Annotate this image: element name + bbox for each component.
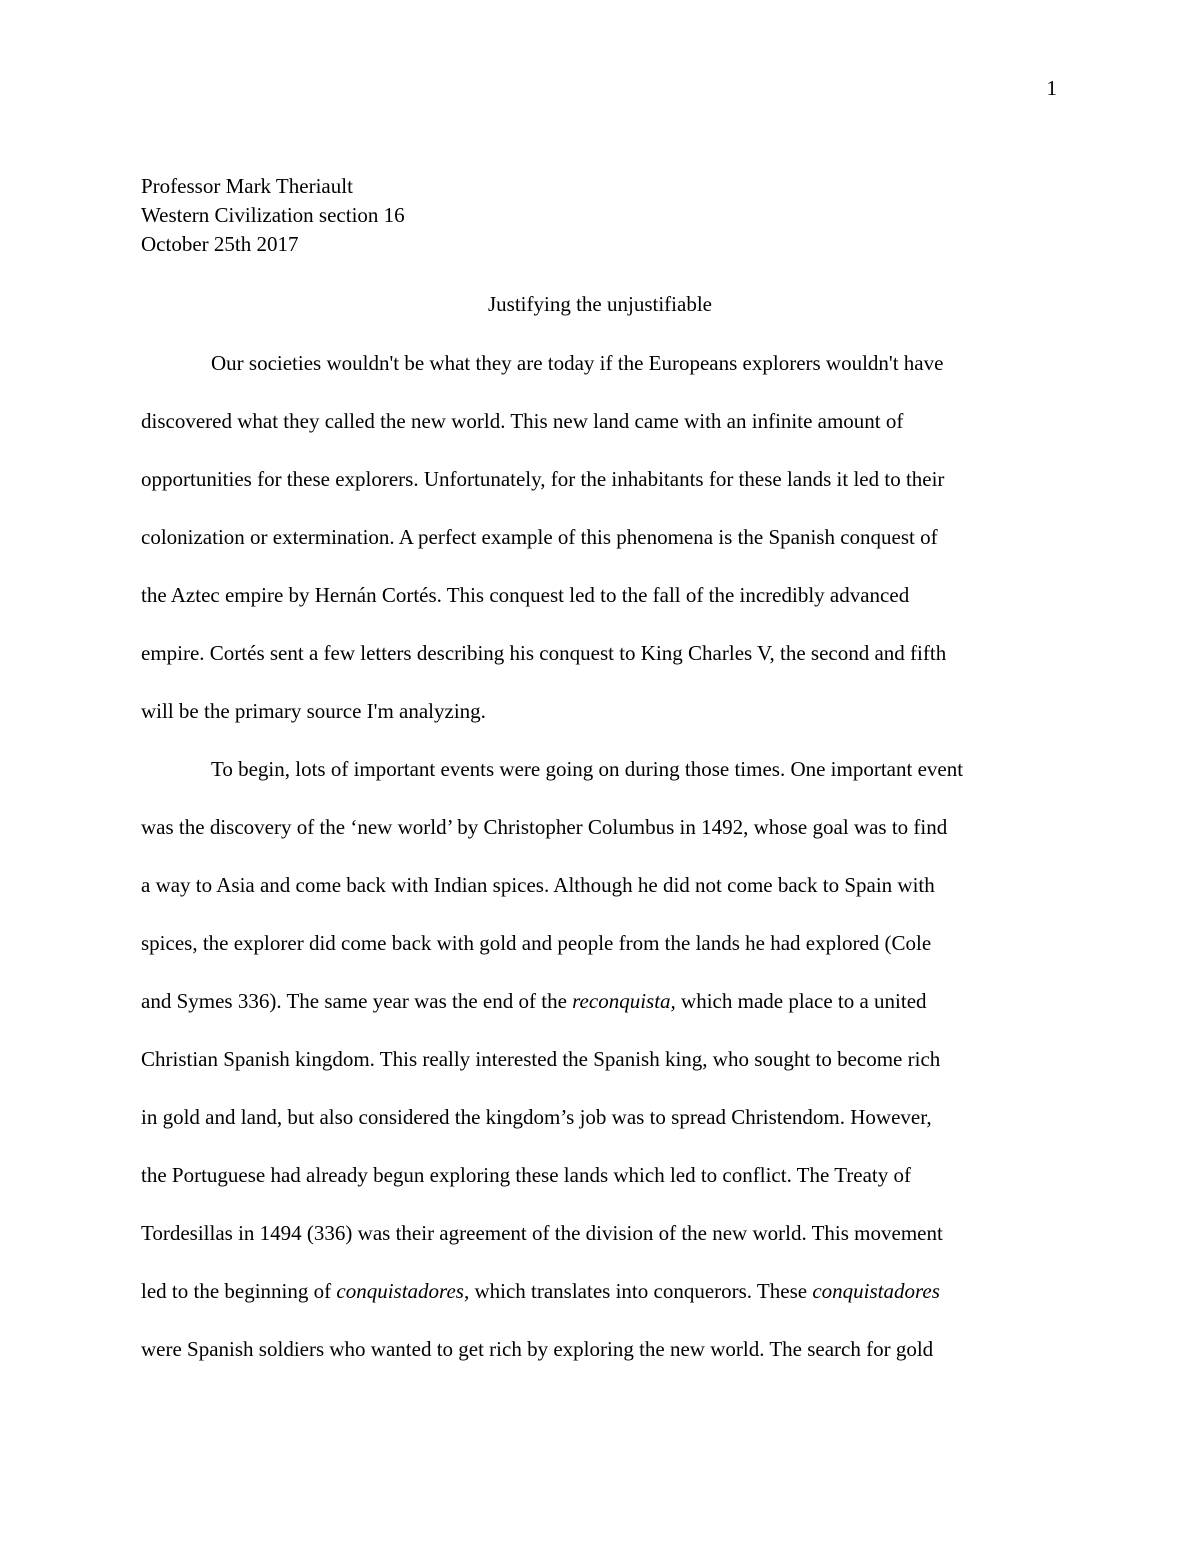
professor-name: Professor Mark Theriault [141, 174, 353, 198]
paragraph-2-line-10 [141, 1277, 940, 1306]
essay-title: Justifying the unjustifiable [488, 292, 712, 316]
line-text: which made place to a united [675, 989, 927, 1013]
line-text: led to the beginning of [141, 1279, 337, 1303]
course-name: Western Civilization section 16 [141, 203, 405, 227]
paragraph-2-line-5 [141, 987, 927, 1016]
page-number: 1 [1046, 76, 1057, 100]
line-text: which translates into conquerors. These [469, 1279, 813, 1303]
paragraph-2-line-6: Christian Spanish kingdom. This really interested the Spanish king, who sought to become rich [141, 1047, 941, 1071]
paragraph-2-line-1: To begin, lots of important events were going on during those times. One important event [211, 757, 964, 781]
paragraph-2-line-4: spices, the explorer did come back with gold and people from the lands he had explored (Cole [141, 931, 932, 955]
paragraph-2-line-3: a way to Asia and come back with Indian spices. Although he did not come back to Spain with [141, 873, 935, 897]
date: October 25th 2017 [141, 232, 299, 256]
paragraph-2-line-9: Tordesillas in 1494 (336) was their agreement of the division of the new world. This movement [141, 1221, 943, 1245]
line-text: and Symes 336). The same year was the end of the [141, 989, 573, 1013]
header-block [141, 172, 405, 259]
italic-term-reconquista: reconquista, [572, 989, 676, 1013]
italic-term-conquistadores: conquistadores, [336, 1279, 470, 1303]
paragraph-1-line-2: discovered what they called the new world. This new land came with an infinite amount of [141, 409, 904, 433]
italic-term-conquistadores: conquistadores [812, 1279, 940, 1303]
paragraph-1-line-6: empire. Cortés sent a few letters describing his conquest to King Charles V, the second and fifth [141, 641, 947, 665]
paragraph-2-line-8: the Portuguese had already begun exploring these lands which led to conflict. The Treaty of [141, 1163, 912, 1187]
paragraph-2-line-11: were Spanish soldiers who wanted to get rich by exploring the new world. The search for gold [141, 1337, 934, 1361]
paragraph-1-line-1: Our societies wouldn't be what they are today if the Europeans explorers wouldn't have [211, 351, 944, 375]
paragraph-1-line-5: the Aztec empire by Hernán Cortés. This conquest led to the fall of the incredibly advanced [141, 583, 910, 607]
paragraph-1-line-3: opportunities for these explorers. Unfortunately, for the inhabitants for these lands it led to their [141, 467, 945, 491]
paragraph-1-line-7: will be the primary source I'm analyzing. [141, 699, 486, 723]
paragraph-2-line-2: was the discovery of the ‘new world’ by Christopher Columbus in 1492, whose goal was to find [141, 815, 948, 839]
paragraph-1-line-4: colonization or extermination. A perfect example of this phenomena is the Spanish conquest of [141, 525, 938, 549]
paragraph-2-line-7: in gold and land, but also considered the kingdom’s job was to spread Christendom. However, [141, 1105, 932, 1129]
